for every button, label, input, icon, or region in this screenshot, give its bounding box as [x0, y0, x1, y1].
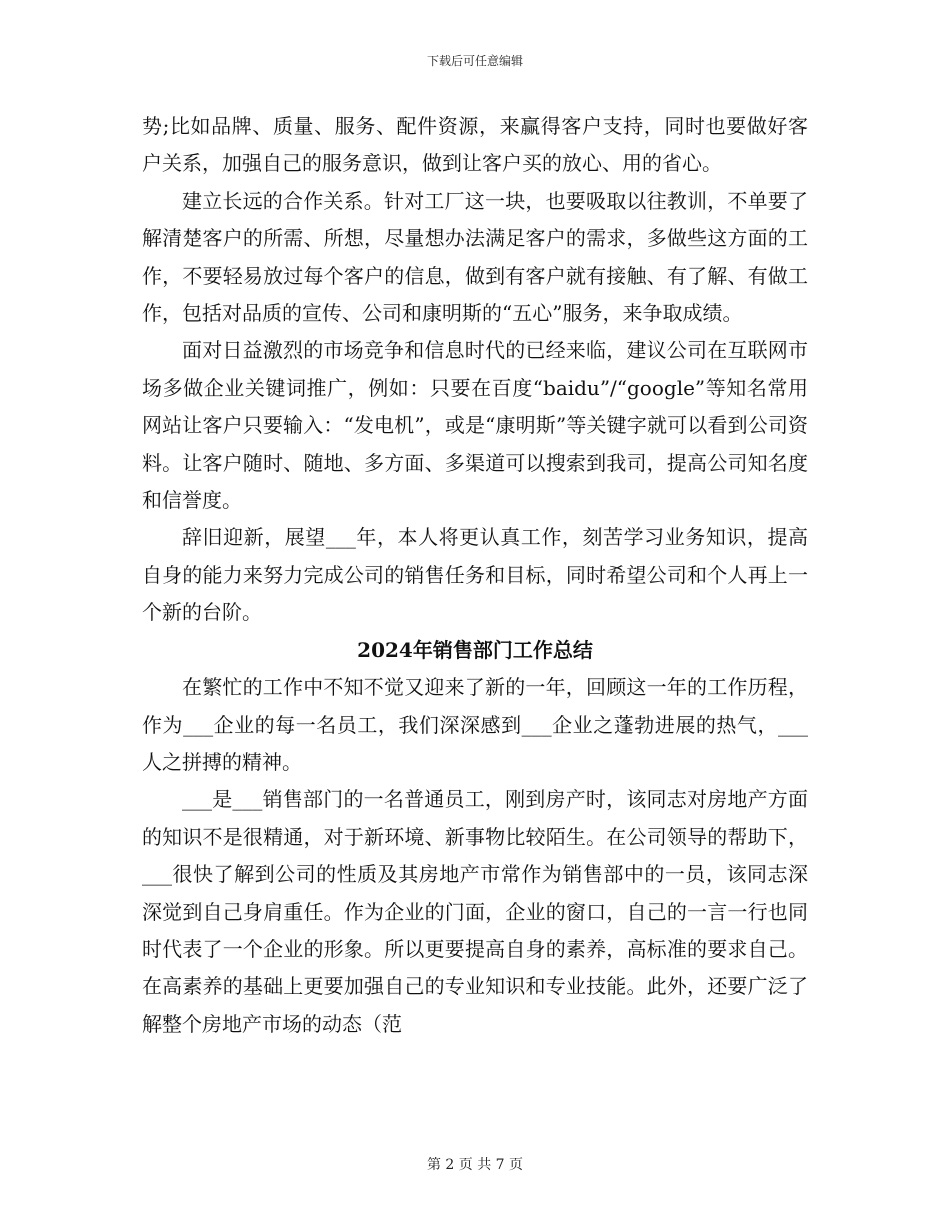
paragraph: 面对日益激烈的市场竞争和信息时代的已经来临，建议公司在互联网市场多做企业关键词推广，例如：只要在百度“baidu”/“google”等知名常用网站让客户只要输入：“发电机”，或是“康明斯”等关键字就可以看到公司资料。让客户随时、随地、多方面、多渠道可以搜索到我司，提高公司知名度和信誉度。 — [142, 338, 808, 513]
section-title: 2024年销售部门工作总结 — [357, 637, 593, 662]
page-header: 下载后可任意编辑 — [426, 54, 523, 68]
paragraph: 建立长远的合作关系。针对工厂这一块，也要吸取以往教训，不单要了解清楚客户的所需、所想，尽量想办法满足客户的需求，多做些这方面的工作，不要轻易放过每个客户的信息，做到有客户就有接触、有了解、有做工作，包括对品质的宣传、公司和康明斯的“五心”服务，来争取成绩。 — [142, 188, 808, 326]
paragraph: 辞旧迎新，展望___年，本人将更认真工作，刻苦学习业务知识，提高自身的能力来努力完成公司的销售任务和目标，同时希望公司和个人再上一个新的台阶。 — [142, 525, 808, 625]
document-body — [142, 108, 808, 1043]
paragraph: ___是___销售部门的一名普通员工，刚到房产时，该同志对房地产方面的知识不是很精通，对于新环境、新事物比较陌生。在公司领导的帮助下，___很快了解到公司的性质及其房地产市常作为销售部中的一员，该同志深深觉到自己身肩重任。作为企业的门面，企业的窗口，自己的一言一行也同时代表了一个企业的形象。所以更要提高自身的素养，高标准的要求自己。在高素养的基础上更要加强自己的专业知识和专业技能。此外，还要广泛了解整个房地产市场的动态（范 — [142, 787, 808, 1036]
paragraph: 在繁忙的工作中不知不觉又迎来了新的一年，回顾这一年的工作历程，作为___企业的每一名员工，我们深深感到___企业之蓬勃进展的热气，___人之拼搏的精神。 — [142, 675, 808, 774]
page-footer: 第 2 页 共 7 页 — [426, 1157, 524, 1173]
paragraph: 势;比如品牌、质量、服务、配件资源，来赢得客户支持，同时也要做好客户关系，加强自己的服务意识，做到让客户买的放心、用的省心。 — [142, 114, 808, 176]
